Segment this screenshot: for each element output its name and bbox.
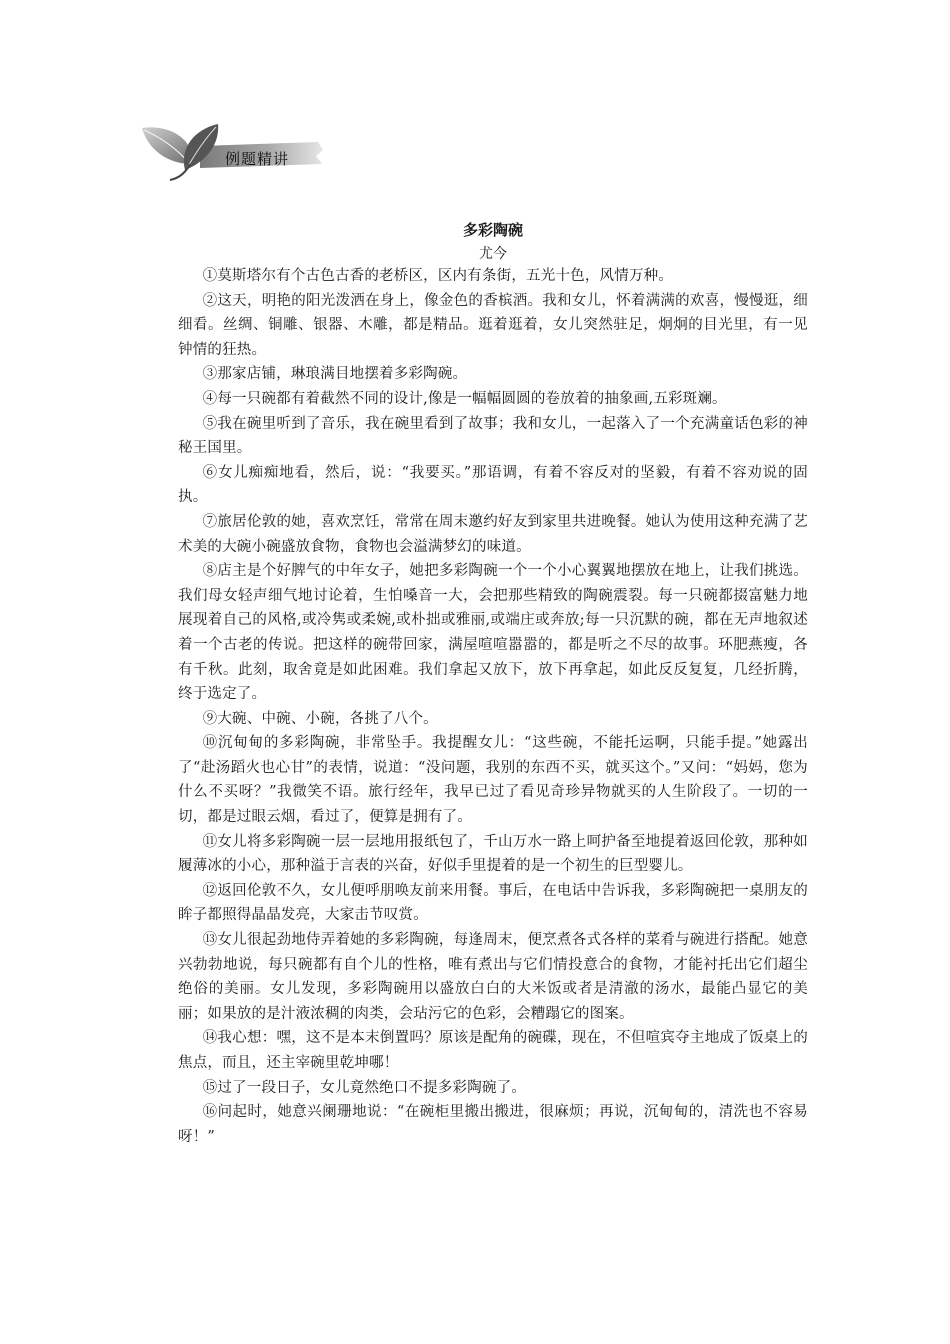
article-author: 尤今 [479,246,507,262]
paragraph-2: ②这天，明艳的阳光泼洒在身上，像金色的香槟酒。我和女儿，怀着满满的欢喜，慢慢逛，细细看。丝绸、铜雕、银器、木雕，都是精品。逛着逛着，女儿突然驻足，炯炯的目光里，有一见钟情的狂热。 [178,292,808,358]
paragraph-9: ⑨大碗、中碗、小碗，各挑了八个。 [202,710,438,727]
paragraph-7: ⑦旅居伦敦的她，喜欢烹饪，常常在周末邀约好友到家里共进晚餐。她认为使用这种充满了艺术美的大碗小碗盛放食物，食物也会溢满梦幻的味道。 [178,513,808,555]
paragraph-11: ⑪女儿将多彩陶碗一层一层地用报纸包了，千山万水一路上呵护备至地提着返回伦敦，那种如履薄冰的小心，那种溢于言表的兴奋，好似手里提着的是一个初生的巨型婴儿。 [178,833,808,875]
paragraph-10: ⑩沉甸甸的多彩陶碗，非常坠手。我提醒女儿：“这些碗，不能托运啊，只能手提。”她露出了“赴汤蹈火也心甘”的表情，说道：“没问题，我别的东西不买，就买这个。”又问：“妈妈，您为什么不买呀？”我微笑不语。旅行经年，我早已过了看见奇珍异物就买的人生阶段了。一切的一切，都是过眼云烟，看过了，便算是拥有了。 [178,735,808,826]
section-header-label: 例题精讲 [225,150,290,168]
paragraph-12: ⑫返回伦敦不久，女儿便呼朋唤友前来用餐。事后，在电话中告诉我，多彩陶碗把一桌朋友的眸子都照得晶晶发亮，大家击节叹赏。 [178,882,808,924]
paragraph-5: ⑤我在碗里听到了音乐，我在碗里看到了故事；我和女儿，一起落入了一个充满童话色彩的神秘王国里。 [178,415,808,457]
paragraph-3: ③那家店铺，琳琅满目地摆着多彩陶碗。 [202,366,468,383]
paragraph-6: ⑥女儿痴痴地看，然后，说：“我要买。”那语调，有着不容反对的坚毅，有着不容劝说的固执。 [178,464,808,506]
article [178,218,808,1149]
article-title: 多彩陶碗 [462,221,523,239]
paragraph-16: ⑯问起时，她意兴阑珊地说：“在碗柜里搬出搬进，很麻烦；再说，沉甸甸的，清洗也不容易呀！” [178,1104,808,1145]
section-header-badge [140,120,325,182]
paragraph-4: ④每一只碗都有着截然不同的设计,像是一幅幅圆圆的卷放着的抽象画,五彩斑斓。 [202,390,727,407]
paragraph-14: ⑭我心想：嘿，这不是本末倒置吗？原该是配角的碗碟，现在，不但喧宾夺主地成了饭桌上的焦点，而且，还主宰碗里乾坤哪！ [178,1030,808,1071]
paragraph-15: ⑮过了一段日子，女儿竟然绝口不提多彩陶碗了。 [202,1079,527,1096]
paragraph-8: ⑧店主是个好脾气的中年女子，她把多彩陶碗一个一个小心翼翼地摆放在地上，让我们挑选。我们母女轻声细气地讨论着，生怕嗓音一大，会把那些精致的陶碗震裂。每一只碗都掇富魅力地展现着自己的风格,或冷隽或柔婉,或朴拙或雅丽,或端庄或奔放;每一只沉默的碗，都在无声地叙述着一个古老的传说。把这样的碗带回家，满屋喧喧嚣嚣的，都是听之不尽的故事。环肥燕瘦，各有千秋。此刻，取舍竟是如此困难。我们拿起又放下，放下再拿起，如此反反复复，几经折腾，终于选定了。 [178,563,808,703]
paragraph-1: ①莫斯塔尔有个古色古香的老桥区，区内有条街，五光十色，风情万种。 [202,268,674,284]
paragraph-13: ⑬女儿很起劲地侍弄着她的多彩陶碗，每逢周末，便烹煮各式各样的菜肴与碗进行搭配。她意兴勃勃地说，每只碗都有自个儿的性格，唯有煮出与它们情投意合的食物，才能衬托出它们超尘绝俗的美丽。女儿发现，多彩陶碗用以盛放白白的大米饭或者是清澈的汤水，最能凸显它的美丽；如果放的是汁液浓稠的肉类，会玷污它的色彩，会糟蹋它的图案。 [178,932,808,1022]
